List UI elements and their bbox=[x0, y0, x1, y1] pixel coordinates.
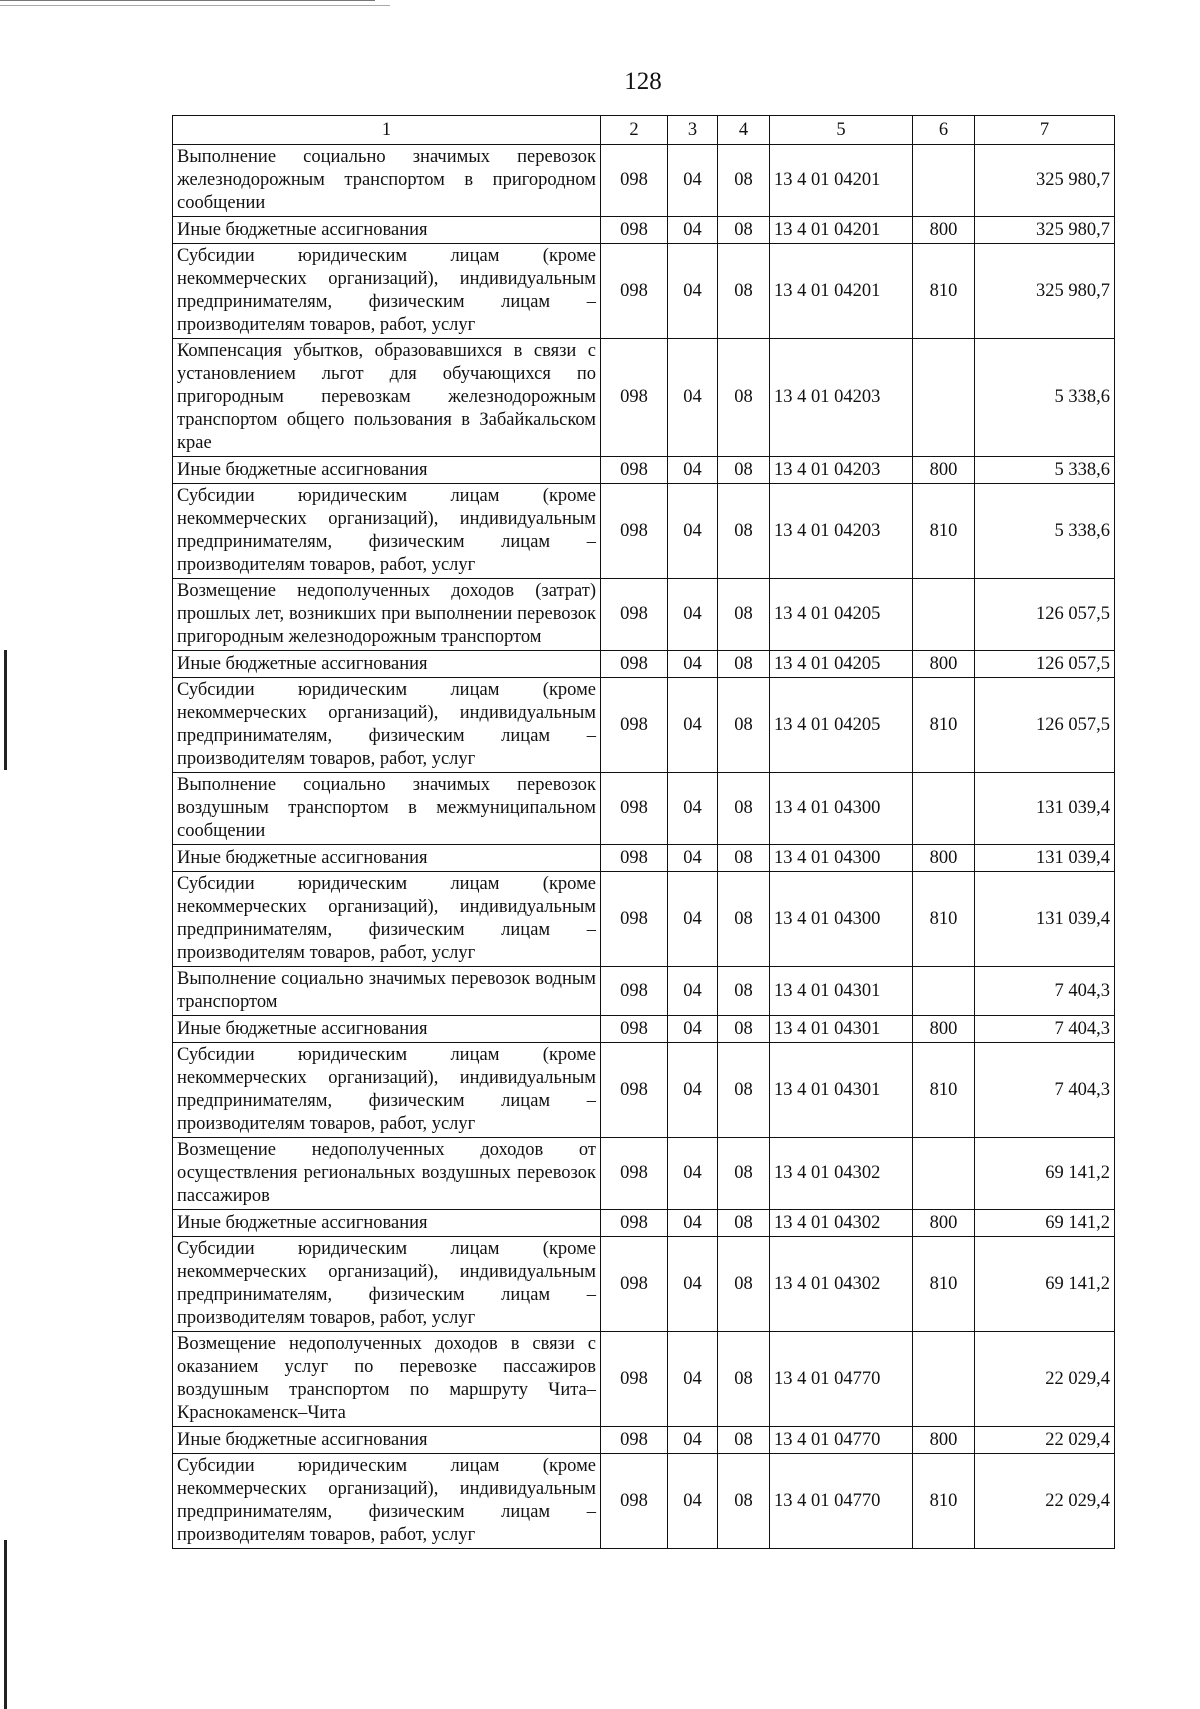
section-code: 04 bbox=[668, 244, 718, 339]
column-header: 1 bbox=[173, 116, 601, 145]
ministry-code: 098 bbox=[601, 845, 668, 872]
amount-value: 22 029,4 bbox=[975, 1427, 1115, 1454]
scan-margin-mark bbox=[4, 1540, 7, 1709]
expense-type-code bbox=[913, 1138, 975, 1210]
ministry-code: 098 bbox=[601, 457, 668, 484]
row-description: Иные бюджетные ассигнования bbox=[173, 1210, 601, 1237]
row-description: Субсидии юридическим лицам (кроме некоммерческих организаций), индивидуальным предпринимателям, физическим лицам – производителям товаров, работ, услуг bbox=[173, 1237, 601, 1332]
target-article-code: 13 4 01 04203 bbox=[770, 457, 913, 484]
target-article-code: 13 4 01 04301 bbox=[770, 1016, 913, 1043]
row-description: Возмещение недополученных доходов от осуществления региональных воздушных перевозок пассажиров bbox=[173, 1138, 601, 1210]
expense-type-code: 800 bbox=[913, 845, 975, 872]
row-description: Иные бюджетные ассигнования bbox=[173, 845, 601, 872]
target-article-code: 13 4 01 04300 bbox=[770, 773, 913, 845]
amount-value: 5 338,6 bbox=[975, 457, 1115, 484]
target-article-code: 13 4 01 04302 bbox=[770, 1138, 913, 1210]
scan-edge-line bbox=[0, 5, 390, 6]
row-description: Выполнение социально значимых перевозок водным транспортом bbox=[173, 967, 601, 1016]
section-code: 04 bbox=[668, 845, 718, 872]
section-code: 04 bbox=[668, 872, 718, 967]
row-description: Выполнение социально значимых перевозок воздушным транспортом в межмуниципальном сообщении bbox=[173, 773, 601, 845]
section-code: 04 bbox=[668, 1427, 718, 1454]
subsection-code: 08 bbox=[718, 872, 770, 967]
ministry-code: 098 bbox=[601, 1016, 668, 1043]
table-row bbox=[173, 1427, 1115, 1454]
section-code: 04 bbox=[668, 967, 718, 1016]
target-article-code: 13 4 01 04300 bbox=[770, 845, 913, 872]
table-row bbox=[173, 457, 1115, 484]
section-code: 04 bbox=[668, 651, 718, 678]
amount-value: 131 039,4 bbox=[975, 773, 1115, 845]
target-article-code: 13 4 01 04201 bbox=[770, 244, 913, 339]
row-description: Субсидии юридическим лицам (кроме некоммерческих организаций), индивидуальным предпринимателям, физическим лицам – производителям товаров, работ, услуг bbox=[173, 678, 601, 773]
section-code: 04 bbox=[668, 579, 718, 651]
subsection-code: 08 bbox=[718, 1427, 770, 1454]
ministry-code: 098 bbox=[601, 1210, 668, 1237]
ministry-code: 098 bbox=[601, 579, 668, 651]
subsection-code: 08 bbox=[718, 967, 770, 1016]
scan-edge-line bbox=[0, 0, 375, 1]
amount-value: 126 057,5 bbox=[975, 678, 1115, 773]
subsection-code: 08 bbox=[718, 145, 770, 217]
column-header: 7 bbox=[975, 116, 1115, 145]
table-row bbox=[173, 1332, 1115, 1427]
target-article-code: 13 4 01 04302 bbox=[770, 1210, 913, 1237]
table-row bbox=[173, 845, 1115, 872]
target-article-code: 13 4 01 04770 bbox=[770, 1332, 913, 1427]
row-description: Иные бюджетные ассигнования bbox=[173, 1427, 601, 1454]
target-article-code: 13 4 01 04302 bbox=[770, 1237, 913, 1332]
ministry-code: 098 bbox=[601, 872, 668, 967]
section-code: 04 bbox=[668, 217, 718, 244]
amount-value: 5 338,6 bbox=[975, 484, 1115, 579]
section-code: 04 bbox=[668, 1237, 718, 1332]
expense-type-code bbox=[913, 967, 975, 1016]
subsection-code: 08 bbox=[718, 457, 770, 484]
ministry-code: 098 bbox=[601, 217, 668, 244]
subsection-code: 08 bbox=[718, 773, 770, 845]
target-article-code: 13 4 01 04301 bbox=[770, 1043, 913, 1138]
expense-type-code bbox=[913, 773, 975, 845]
section-code: 04 bbox=[668, 1016, 718, 1043]
expense-type-code bbox=[913, 339, 975, 457]
column-header: 4 bbox=[718, 116, 770, 145]
row-description: Возмещение недополученных доходов в связи с оказанием услуг по перевозке пассажиров воздушным транспортом по маршруту Чита–Краснокаменск–Чита bbox=[173, 1332, 601, 1427]
subsection-code: 08 bbox=[718, 678, 770, 773]
column-header: 6 bbox=[913, 116, 975, 145]
ministry-code: 098 bbox=[601, 1138, 668, 1210]
row-description: Возмещение недополученных доходов (затрат) прошлых лет, возникших при выполнении перевозок пригородным железнодорожным транспортом bbox=[173, 579, 601, 651]
subsection-code: 08 bbox=[718, 1138, 770, 1210]
expense-type-code: 800 bbox=[913, 217, 975, 244]
section-code: 04 bbox=[668, 773, 718, 845]
expense-type-code bbox=[913, 145, 975, 217]
budget-table bbox=[172, 115, 1115, 1549]
row-description: Субсидии юридическим лицам (кроме некоммерческих организаций), индивидуальным предпринимателям, физическим лицам – производителям товаров, работ, услуг bbox=[173, 872, 601, 967]
section-code: 04 bbox=[668, 1210, 718, 1237]
amount-value: 126 057,5 bbox=[975, 651, 1115, 678]
row-description: Компенсация убытков, образовавшихся в связи с установлением льгот для обучающихся по пригородным перевозкам железнодорожным транспортом общего пользования в Забайкальском крае bbox=[173, 339, 601, 457]
subsection-code: 08 bbox=[718, 244, 770, 339]
page-number: 128 bbox=[624, 68, 662, 95]
amount-value: 22 029,4 bbox=[975, 1332, 1115, 1427]
section-code: 04 bbox=[668, 339, 718, 457]
row-description: Иные бюджетные ассигнования bbox=[173, 217, 601, 244]
amount-value: 69 141,2 bbox=[975, 1237, 1115, 1332]
amount-value: 7 404,3 bbox=[975, 1016, 1115, 1043]
table-row bbox=[173, 1454, 1115, 1549]
table-row bbox=[173, 1237, 1115, 1332]
expense-type-code: 810 bbox=[913, 484, 975, 579]
subsection-code: 08 bbox=[718, 579, 770, 651]
column-header: 5 bbox=[770, 116, 913, 145]
expense-type-code: 800 bbox=[913, 651, 975, 678]
row-description: Субсидии юридическим лицам (кроме некоммерческих организаций), индивидуальным предпринимателям, физическим лицам – производителям товаров, работ, услуг bbox=[173, 1454, 601, 1549]
amount-value: 325 980,7 bbox=[975, 145, 1115, 217]
table-row bbox=[173, 217, 1115, 244]
section-code: 04 bbox=[668, 678, 718, 773]
ministry-code: 098 bbox=[601, 484, 668, 579]
table-row bbox=[173, 773, 1115, 845]
subsection-code: 08 bbox=[718, 1332, 770, 1427]
subsection-code: 08 bbox=[718, 1454, 770, 1549]
row-description: Иные бюджетные ассигнования bbox=[173, 1016, 601, 1043]
amount-value: 5 338,6 bbox=[975, 339, 1115, 457]
section-code: 04 bbox=[668, 1332, 718, 1427]
expense-type-code: 810 bbox=[913, 1237, 975, 1332]
amount-value: 131 039,4 bbox=[975, 872, 1115, 967]
amount-value: 325 980,7 bbox=[975, 244, 1115, 339]
ministry-code: 098 bbox=[601, 339, 668, 457]
section-code: 04 bbox=[668, 1454, 718, 1549]
target-article-code: 13 4 01 04205 bbox=[770, 651, 913, 678]
table-row bbox=[173, 339, 1115, 457]
ministry-code: 098 bbox=[601, 145, 668, 217]
row-description: Выполнение социально значимых перевозок железнодорожным транспортом в пригородном сообщении bbox=[173, 145, 601, 217]
target-article-code: 13 4 01 04770 bbox=[770, 1454, 913, 1549]
row-description: Иные бюджетные ассигнования bbox=[173, 457, 601, 484]
subsection-code: 08 bbox=[718, 339, 770, 457]
expense-type-code: 800 bbox=[913, 457, 975, 484]
section-code: 04 bbox=[668, 484, 718, 579]
expense-type-code: 800 bbox=[913, 1210, 975, 1237]
section-code: 04 bbox=[668, 145, 718, 217]
amount-value: 131 039,4 bbox=[975, 845, 1115, 872]
ministry-code: 098 bbox=[601, 1237, 668, 1332]
subsection-code: 08 bbox=[718, 651, 770, 678]
row-description: Иные бюджетные ассигнования bbox=[173, 651, 601, 678]
amount-value: 126 057,5 bbox=[975, 579, 1115, 651]
target-article-code: 13 4 01 04203 bbox=[770, 339, 913, 457]
ministry-code: 098 bbox=[601, 651, 668, 678]
row-description: Субсидии юридическим лицам (кроме некоммерческих организаций), индивидуальным предпринимателям, физическим лицам – производителям товаров, работ, услуг bbox=[173, 484, 601, 579]
amount-value: 69 141,2 bbox=[975, 1210, 1115, 1237]
ministry-code: 098 bbox=[601, 773, 668, 845]
amount-value: 325 980,7 bbox=[975, 217, 1115, 244]
target-article-code: 13 4 01 04205 bbox=[770, 678, 913, 773]
target-article-code: 13 4 01 04201 bbox=[770, 145, 913, 217]
table-row bbox=[173, 1016, 1115, 1043]
amount-value: 22 029,4 bbox=[975, 1454, 1115, 1549]
subsection-code: 08 bbox=[718, 845, 770, 872]
amount-value: 7 404,3 bbox=[975, 967, 1115, 1016]
expense-type-code: 810 bbox=[913, 872, 975, 967]
column-header: 3 bbox=[668, 116, 718, 145]
ministry-code: 098 bbox=[601, 1454, 668, 1549]
subsection-code: 08 bbox=[718, 1043, 770, 1138]
table-row bbox=[173, 145, 1115, 217]
subsection-code: 08 bbox=[718, 484, 770, 579]
row-description: Субсидии юридическим лицам (кроме некоммерческих организаций), индивидуальным предпринимателям, физическим лицам – производителям товаров, работ, услуг bbox=[173, 1043, 601, 1138]
table-row bbox=[173, 872, 1115, 967]
table-header-row bbox=[173, 116, 1115, 145]
expense-type-code: 810 bbox=[913, 1043, 975, 1138]
table-body bbox=[173, 116, 1115, 1549]
table-row bbox=[173, 244, 1115, 339]
expense-type-code bbox=[913, 579, 975, 651]
ministry-code: 098 bbox=[601, 244, 668, 339]
target-article-code: 13 4 01 04201 bbox=[770, 217, 913, 244]
expense-type-code: 810 bbox=[913, 678, 975, 773]
table-row bbox=[173, 1138, 1115, 1210]
expense-type-code: 810 bbox=[913, 244, 975, 339]
table-row bbox=[173, 484, 1115, 579]
subsection-code: 08 bbox=[718, 1210, 770, 1237]
target-article-code: 13 4 01 04301 bbox=[770, 967, 913, 1016]
section-code: 04 bbox=[668, 457, 718, 484]
target-article-code: 13 4 01 04205 bbox=[770, 579, 913, 651]
table-row bbox=[173, 1043, 1115, 1138]
amount-value: 7 404,3 bbox=[975, 1043, 1115, 1138]
ministry-code: 098 bbox=[601, 678, 668, 773]
target-article-code: 13 4 01 04203 bbox=[770, 484, 913, 579]
subsection-code: 08 bbox=[718, 1237, 770, 1332]
ministry-code: 098 bbox=[601, 1332, 668, 1427]
expense-type-code: 800 bbox=[913, 1427, 975, 1454]
section-code: 04 bbox=[668, 1138, 718, 1210]
subsection-code: 08 bbox=[718, 217, 770, 244]
subsection-code: 08 bbox=[718, 1016, 770, 1043]
expense-type-code bbox=[913, 1332, 975, 1427]
table-row bbox=[173, 651, 1115, 678]
ministry-code: 098 bbox=[601, 967, 668, 1016]
section-code: 04 bbox=[668, 1043, 718, 1138]
ministry-code: 098 bbox=[601, 1427, 668, 1454]
row-description: Субсидии юридическим лицам (кроме некоммерческих организаций), индивидуальным предпринимателям, физическим лицам – производителям товаров, работ, услуг bbox=[173, 244, 601, 339]
target-article-code: 13 4 01 04300 bbox=[770, 872, 913, 967]
table-row bbox=[173, 579, 1115, 651]
column-header: 2 bbox=[601, 116, 668, 145]
target-article-code: 13 4 01 04770 bbox=[770, 1427, 913, 1454]
scan-margin-mark bbox=[4, 650, 7, 770]
table-row bbox=[173, 1210, 1115, 1237]
ministry-code: 098 bbox=[601, 1043, 668, 1138]
table-row bbox=[173, 678, 1115, 773]
expense-type-code: 800 bbox=[913, 1016, 975, 1043]
table-row bbox=[173, 967, 1115, 1016]
expense-type-code: 810 bbox=[913, 1454, 975, 1549]
amount-value: 69 141,2 bbox=[975, 1138, 1115, 1210]
